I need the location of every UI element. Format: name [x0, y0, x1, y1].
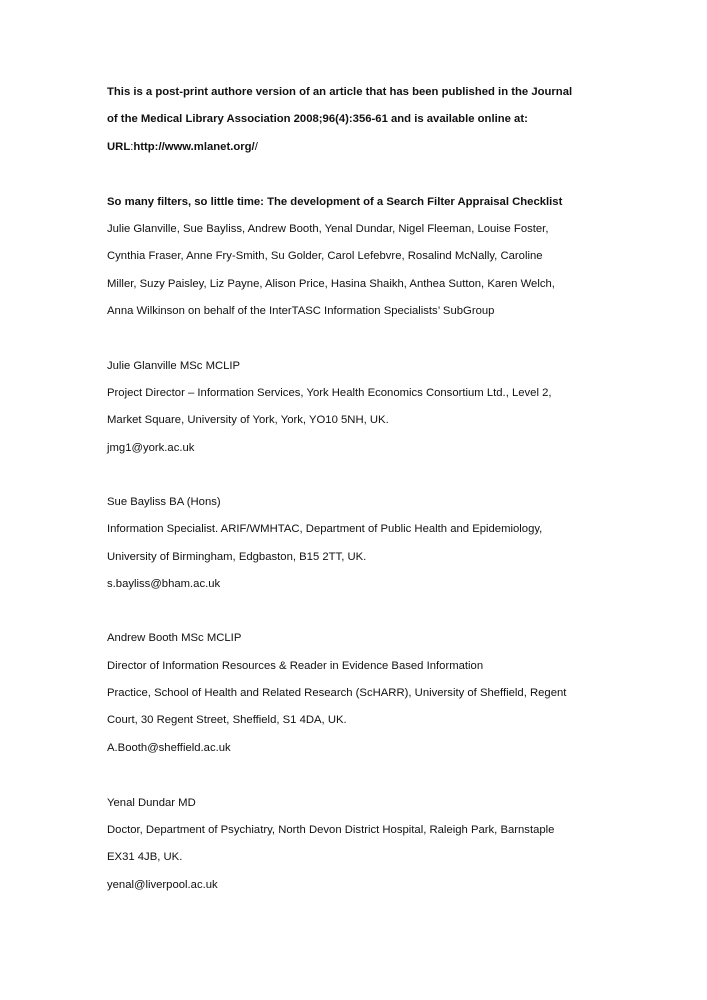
- affiliation-line: Information Specialist. ARIF/WMHTAC, Department of Public Health and Epidemiology,: [107, 523, 543, 535]
- authors-line-4: Anna Wilkinson on behalf of the InterTASC Information Specialists’ SubGroup: [107, 305, 495, 317]
- article-title: So many filters, so little time: The development of a Search Filter Appraisal Checklist: [107, 196, 563, 208]
- authors-line-2: Cynthia Fraser, Anne Fry-Smith, Su Golder, Carol Lefebvre, Rosalind McNally, Caroline: [107, 250, 543, 262]
- author-name: Andrew Booth MSc MCLIP: [107, 632, 242, 644]
- affiliation-line: Market Square, University of York, York, YO10 5NH, UK.: [107, 414, 389, 426]
- authors-line-1: Julie Glanville, Sue Bayliss, Andrew Booth, Yenal Dundar, Nigel Fleeman, Louise Foster,: [107, 223, 549, 235]
- affiliation-line: Doctor, Department of Psychiatry, North Devon District Hospital, Raleigh Park, Barnstaple: [107, 824, 555, 836]
- author-email[interactable]: A.Booth@sheffield.ac.uk: [107, 742, 231, 754]
- author-name: Julie Glanville MSc MCLIP: [107, 360, 241, 372]
- author-name: Sue Bayliss BA (Hons): [107, 496, 221, 508]
- author-email[interactable]: s.bayliss@bham.ac.uk: [107, 578, 221, 590]
- affiliation-line: Director of Information Resources & Reader in Evidence Based Information: [107, 660, 484, 672]
- postprint-notice-line-2: of the Medical Library Association 2008;96(4):356-61 and is available online at:: [107, 113, 528, 125]
- author-name: Yenal Dundar MD: [107, 797, 196, 809]
- affiliation-line: EX31 4JB, UK.: [107, 851, 183, 863]
- journal-url-link[interactable]: http://www.mlanet.org/: [133, 141, 255, 153]
- affiliation-line: Practice, School of Health and Related Research (ScHARR), University of Sheffield, Regent: [107, 687, 567, 699]
- affiliation-line: Project Director – Information Services, York Health Economics Consortium Ltd., Level 2,: [107, 387, 552, 399]
- postprint-notice-line-1: This is a post-print authore version of an article that has been published in the Journal: [107, 86, 573, 98]
- author-email[interactable]: jmg1@york.ac.uk: [107, 442, 195, 454]
- authors-line-3: Miller, Suzy Paisley, Liz Payne, Alison Price, Hasina Shaikh, Anthea Sutton, Karen Welch,: [107, 278, 555, 290]
- url-separator: :: [130, 141, 134, 153]
- affiliation-line: University of Birmingham, Edgbaston, B15 2TT, UK.: [107, 551, 367, 563]
- url-line: URL:http://www.mlanet.org//: [107, 141, 258, 153]
- author-email[interactable]: yenal@liverpool.ac.uk: [107, 879, 218, 891]
- affiliation-line: Court, 30 Regent Street, Sheffield, S1 4DA, UK.: [107, 714, 347, 726]
- url-label: URL: [107, 141, 131, 153]
